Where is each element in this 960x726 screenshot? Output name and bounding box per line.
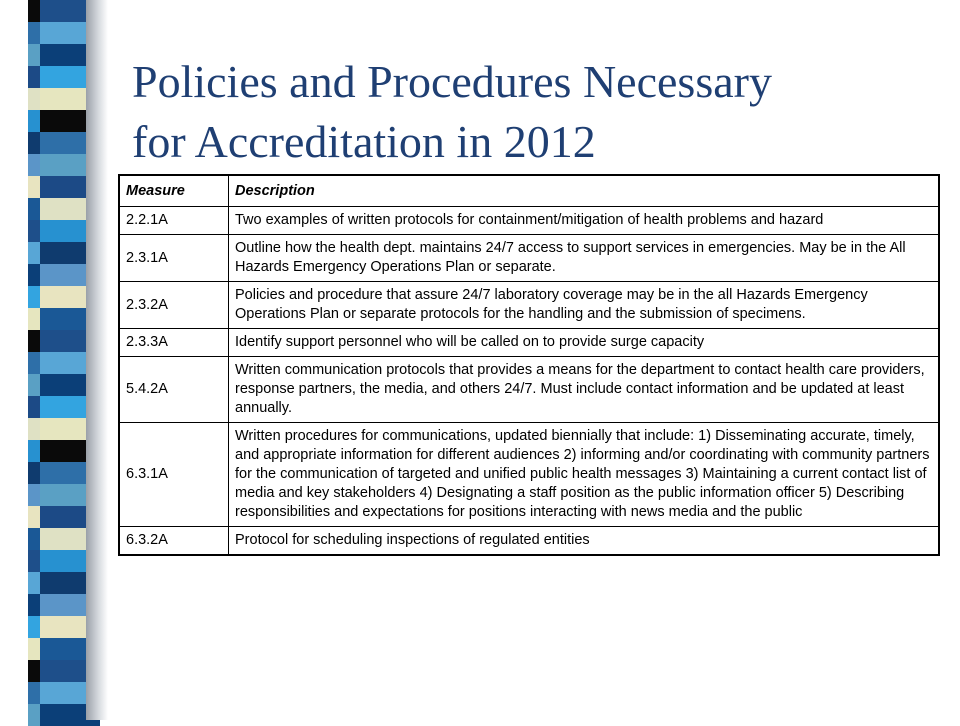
measure-cell: 2.3.3A — [119, 329, 229, 357]
stripe-segment — [28, 220, 40, 242]
table-row — [119, 423, 939, 527]
stripe-segment — [28, 22, 40, 44]
measure-cell: 6.3.2A — [119, 527, 229, 556]
stripe-segment — [28, 66, 40, 88]
stripe-segment — [28, 506, 40, 528]
table-row — [119, 235, 939, 282]
stripe-segment — [28, 682, 40, 704]
stripe-segment — [28, 176, 40, 198]
stripe-segment — [28, 660, 40, 682]
stripe-segment — [28, 550, 40, 572]
stripe-segment — [28, 352, 40, 374]
table-row — [119, 207, 939, 235]
stripe-segment — [28, 572, 40, 594]
stripe-segment — [28, 330, 40, 352]
stripe-segment — [28, 418, 40, 440]
description-cell: Policies and procedure that assure 24/7 laboratory coverage may be in the all Hazards Emergency Operations Plan or separate protocols for the handling and the submission of specimens. — [229, 282, 940, 329]
stripe-segment — [28, 0, 40, 22]
stripe-segment — [28, 264, 40, 286]
stripe-segment — [28, 286, 40, 308]
stripe-segment — [28, 462, 40, 484]
description-cell: Written communication protocols that provides a means for the department to contact health care providers, response partners, the media, and others 24/7. Must include contact information and be updated at least annually. — [229, 357, 940, 423]
measure-cell: 2.3.2A — [119, 282, 229, 329]
description-cell: Identify support personnel who will be called on to provide surge capacity — [229, 329, 940, 357]
stripe-segment — [28, 396, 40, 418]
stripe-segment — [28, 132, 40, 154]
stripe-segment — [28, 638, 40, 660]
decorative-stripe-bar — [0, 0, 107, 720]
stripe-segment — [28, 374, 40, 396]
description-cell: Outline how the health dept. maintains 24/7 access to support services in emergencies. May be in the All Hazards Emergency Operations Plan or separate. — [229, 235, 940, 282]
header-measure: Measure — [119, 175, 229, 207]
table-row — [119, 527, 939, 556]
stripe-segment — [28, 616, 40, 638]
stripe-segment — [28, 594, 40, 616]
stripe-shadow — [86, 0, 108, 720]
stripe-segment — [28, 154, 40, 176]
measure-cell: 5.4.2A — [119, 357, 229, 423]
measures-table — [118, 174, 940, 556]
slide-title-line-2: for Accreditation in 2012 — [132, 116, 596, 167]
header-description: Description — [229, 175, 940, 207]
stripe-segment — [28, 88, 40, 110]
description-cell: Written procedures for communications, updated biennially that include: 1) Disseminating accurate, timely, and appropriate information for different audiences 2) informing and/or coordinating with community partners for the communication of targeted and unified public health messages 3) Maintaining a current contact list of media and key stakeholders 4) Designating a staff position as the public information officer 5) Describing responsibilities and expectations for positions interacting with news media and the public — [229, 423, 940, 527]
description-cell: Protocol for scheduling inspections of regulated entities — [229, 527, 940, 556]
slide-title-line-1: Policies and Procedures Necessary — [132, 56, 772, 107]
stripe-segment — [28, 308, 40, 330]
stripe-segment — [28, 242, 40, 264]
stripe-segment — [28, 110, 40, 132]
stripe-segment — [28, 44, 40, 66]
table-row — [119, 329, 939, 357]
table-header-row — [119, 175, 939, 207]
stripe-segment — [28, 484, 40, 506]
measure-cell: 2.3.1A — [119, 235, 229, 282]
stripe-segment — [28, 198, 40, 220]
measure-cell: 2.2.1A — [119, 207, 229, 235]
table-row — [119, 282, 939, 329]
stripe-segment — [28, 704, 40, 726]
stripe-column-thin — [28, 0, 40, 720]
description-cell: Two examples of written protocols for containment/mitigation of health problems and hazard — [229, 207, 940, 235]
table-row — [119, 357, 939, 423]
stripe-segment — [28, 528, 40, 550]
stripe-segment — [28, 440, 40, 462]
slide-title — [132, 52, 932, 172]
measure-cell: 6.3.1A — [119, 423, 229, 527]
